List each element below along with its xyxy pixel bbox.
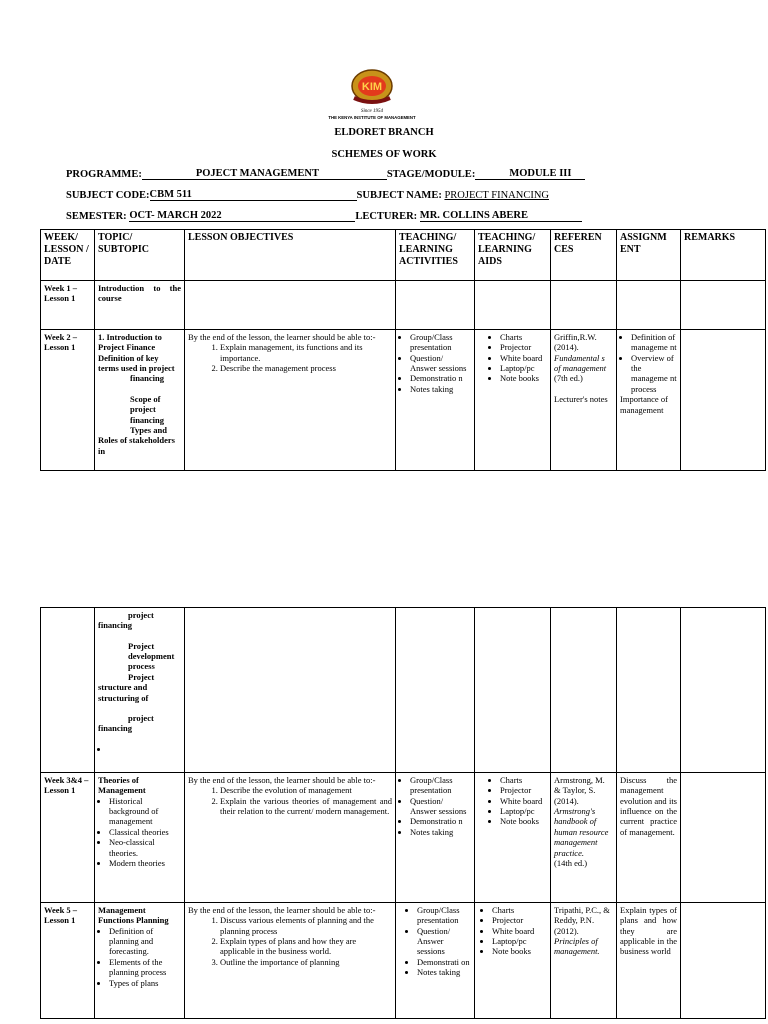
reference-line: Tripathi, P.C., & Reddy, P.N. (2012). xyxy=(554,905,610,936)
activity-item: • Group/Class presentation xyxy=(417,905,471,926)
topic-line: Scope of project financing xyxy=(130,393,165,425)
topic-item: • Historical background of management xyxy=(109,796,181,827)
reference-line: Principles of management. xyxy=(554,936,600,957)
topic-item: • Classical theories xyxy=(109,827,181,837)
reference-line: Armstrong's handbook of human resource management practice. xyxy=(554,806,609,858)
references-cell xyxy=(551,330,617,471)
aid-item: • Laptop/pc xyxy=(500,806,547,816)
topic-line: financing xyxy=(98,620,133,631)
assignment-line: Importance of management xyxy=(620,394,668,415)
activity-item: • Demonstrati on xyxy=(417,957,471,967)
references-cell xyxy=(551,903,617,1019)
semester-label: SEMESTER: xyxy=(66,211,127,222)
activities-cell xyxy=(396,330,475,471)
assignment-item: • Overview of the manageme nt process xyxy=(631,353,677,394)
branch-title: ELDORET BRANCH xyxy=(334,127,434,138)
topic-title: Management Functions Planning xyxy=(98,905,169,926)
week-cell: Week 5 – Lesson 1 xyxy=(41,903,95,1019)
scheme-table-part1 xyxy=(40,229,766,471)
reference-line: (7th ed.) xyxy=(554,373,583,384)
subject-code-value: CBM 511 xyxy=(149,189,192,200)
stage-value: MODULE III xyxy=(509,168,572,179)
table-row xyxy=(41,608,766,773)
topic-title: Theories of Management xyxy=(98,775,146,796)
aid-item: • Laptop/pc xyxy=(500,363,547,373)
programme-value: POJECT MANAGEMENT xyxy=(195,168,320,179)
semester-field xyxy=(129,210,355,222)
aid-item: • Note books xyxy=(500,373,547,383)
aids-cell xyxy=(475,330,551,471)
topic-line: Roles of stakeholders in xyxy=(98,435,175,456)
objectives-cell xyxy=(185,903,396,1019)
reference-line: (14th ed.) xyxy=(554,857,588,868)
reference-line: Armstrong, M. & Taylor, S. (2014). xyxy=(554,775,605,806)
objectives-cell xyxy=(185,773,396,903)
subject-code-label: SUBJECT CODE: xyxy=(66,190,150,201)
lecturer-label: LECTURER: xyxy=(355,211,418,222)
topic-line: financing xyxy=(130,373,165,384)
table-row xyxy=(41,903,766,1019)
topic-line: project xyxy=(128,610,154,620)
topic-item: • Neo-classical theories. xyxy=(109,837,181,858)
topic-line: structure and structuring of xyxy=(98,682,149,703)
activity-item: • Question/ Answer sessions xyxy=(410,796,471,817)
objectives-intro: By the end of the lesson, the learner should be able to:- xyxy=(188,775,376,785)
column-header: LESSON OBJECTIVES xyxy=(185,230,396,281)
column-header: WEEK/ LESSON / DATE xyxy=(41,230,95,281)
aid-item: • White board xyxy=(500,796,547,806)
aid-item: • White board xyxy=(500,353,547,363)
stage-value-field xyxy=(475,168,585,180)
topic-cell xyxy=(95,608,185,773)
scheme-table-part2 xyxy=(40,607,766,1019)
assignment-cell: Discuss the management evolution and its influence on the current practice of management. xyxy=(617,773,681,903)
aid-item: • Laptop/pc xyxy=(492,936,547,946)
objectives-cell xyxy=(185,330,396,471)
objective-item: 1. Explain management, its functions and its importance. xyxy=(220,342,392,363)
table-header-row xyxy=(41,230,766,281)
subject-code-field xyxy=(150,189,357,201)
objective-item: 2. Explain the various theories of management and their relation to the current/ modern management. xyxy=(220,796,392,817)
semester-value: OCT- MARCH 2022 xyxy=(129,210,222,221)
assignment-cell: Explain types of plans and how they are applicable in the business world xyxy=(617,903,681,1019)
topic-line: 1. Introduction to Project Finance xyxy=(98,332,162,353)
activity-item: • Demonstratio n xyxy=(410,816,471,826)
programme-row xyxy=(66,168,585,180)
svg-text:THE KENYA INSTITUTE OF MANAGEM: THE KENYA INSTITUTE OF MANAGEMENT xyxy=(328,115,416,120)
topic-line: Definition of key terms used in project xyxy=(98,352,175,374)
stage-label: STAGE/MODULE: xyxy=(386,169,476,180)
objective-item: 2. Describe the management process xyxy=(220,363,392,373)
activity-item: • Notes taking xyxy=(417,967,471,977)
reference-line: Griffin,R.W. (2014). xyxy=(554,332,597,353)
topic-line: financing xyxy=(98,723,133,734)
activity-item: • Notes taking xyxy=(410,827,471,837)
activities-cell xyxy=(396,903,475,1019)
activity-item: • Question/ Answer sessions xyxy=(410,353,471,374)
subject-name-value: PROJECT FINANCING xyxy=(444,190,549,201)
objective-item: 3. Outline the importance of planning xyxy=(220,957,392,967)
semester-row xyxy=(66,210,582,222)
aid-item: • Projector xyxy=(492,915,547,925)
aids-cell xyxy=(475,903,551,1019)
aids-cell xyxy=(475,773,551,903)
column-header: ASSIGNM ENT xyxy=(617,230,681,281)
topic-line: Project development process xyxy=(128,640,175,672)
topic-cell: Introduction to the course xyxy=(95,281,185,330)
programme-label: PROGRAMME: xyxy=(66,169,142,180)
document-title: SCHEMES OF WORK xyxy=(331,149,437,160)
table-row xyxy=(41,330,766,471)
column-header: TOPIC/ SUBTOPIC xyxy=(95,230,185,281)
topic-line: project xyxy=(128,712,154,723)
aid-item: • Note books xyxy=(500,816,547,826)
aid-item: • Projector xyxy=(500,342,547,352)
programme-value-field xyxy=(142,168,387,180)
aid-item: • Note books xyxy=(492,946,547,956)
subject-name-label: SUBJECT NAME: xyxy=(356,190,442,201)
reference-line: Lecturer's notes xyxy=(554,393,608,404)
aid-item: • Charts xyxy=(500,775,547,785)
column-header: REFEREN CES xyxy=(551,230,617,281)
topic-cell xyxy=(95,903,185,1019)
table-row xyxy=(41,281,766,330)
objective-item: 2. Explain types of plans and how they are applicable in the business world. xyxy=(220,936,392,957)
reference-line: Fundamental s of management xyxy=(554,352,607,374)
objectives-intro: By the end of the lesson, the learner should be able to:- xyxy=(188,332,376,342)
topic-item: • Definition of planning and forecasting. xyxy=(109,926,181,957)
topic-cell xyxy=(95,330,185,471)
aid-item: • Projector xyxy=(500,785,547,795)
kim-logo xyxy=(316,64,428,120)
subject-row xyxy=(66,189,549,201)
column-header: TEACHING/ LEARNING AIDS xyxy=(475,230,551,281)
topic-line: Project xyxy=(128,671,155,682)
table-row xyxy=(41,773,766,903)
activity-item: • Demonstratio n xyxy=(410,373,471,383)
activity-item: • Group/Class presentation xyxy=(410,332,471,353)
activity-item: • Group/Class presentation xyxy=(410,775,471,796)
activity-item: • Notes taking xyxy=(410,384,471,394)
column-header: REMARKS xyxy=(681,230,766,281)
activity-item: • Question/ Answer sessions xyxy=(417,926,471,957)
week-cell: Week 2 – Lesson 1 xyxy=(41,330,95,471)
svg-text:Since 1954: Since 1954 xyxy=(360,109,384,114)
objective-item: 1. Describe the evolution of management xyxy=(220,785,392,795)
topic-line: Types and xyxy=(130,424,167,435)
column-header: TEACHING/ LEARNING ACTIVITIES xyxy=(396,230,475,281)
references-cell xyxy=(551,773,617,903)
aid-item: • Charts xyxy=(492,905,547,915)
activities-cell xyxy=(396,773,475,903)
lecturer-field xyxy=(420,210,582,222)
assignment-cell xyxy=(617,330,681,471)
aid-item: • White board xyxy=(492,926,547,936)
objective-item: 1. Discuss various elements of planning and the planning process xyxy=(220,915,392,936)
topic-cell xyxy=(95,773,185,903)
svg-text:KIM: KIM xyxy=(361,81,383,93)
lecturer-value: MR. COLLINS ABERE xyxy=(419,210,529,221)
assignment-item: • Definition of manageme nt xyxy=(631,332,677,353)
topic-item: • Elements of the planning process xyxy=(109,957,181,978)
aid-item: • Charts xyxy=(500,332,547,342)
objectives-intro: By the end of the lesson, the learner should be able to:- xyxy=(188,905,376,915)
topic-item: • Types of plans xyxy=(109,978,181,988)
week-cell: Week 3&4 – Lesson 1 xyxy=(41,773,95,903)
week-cell: Week 1 – Lesson 1 xyxy=(41,281,95,330)
topic-item: • Modern theories xyxy=(109,858,181,868)
